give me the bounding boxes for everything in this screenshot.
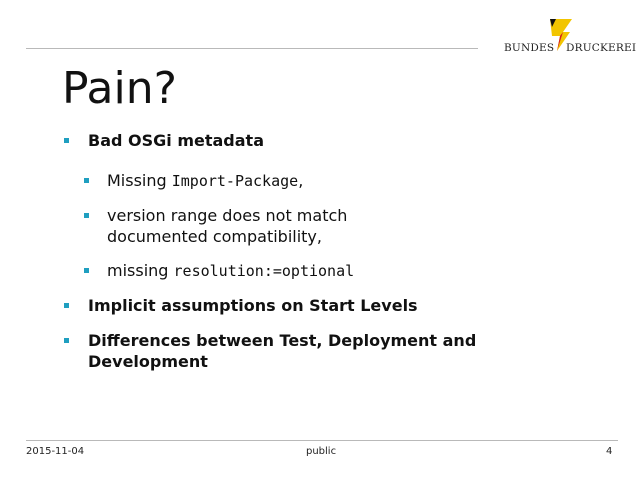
footer-divider [26,440,618,441]
footer-classification: public [306,446,337,457]
bullet-missing-import-package [107,170,303,192]
bullet-text: Missing [107,171,172,190]
bullet-differences [88,330,476,372]
bullet-text-line-1: version range does not match [107,206,348,225]
bullet-code: resolution:=optional [173,262,355,280]
header-divider [26,48,478,49]
slide-title: Pain? [62,63,177,114]
bullet-text: Bad OSGi metadata [88,131,264,150]
bundesdruckerei-logo [502,18,637,58]
logo-text-druckerei: DRUCKEREI [566,42,637,54]
bullet-marker [64,338,69,343]
bullet-marker [84,178,89,183]
bullet-text: Implicit assumptions on Start Levels [88,296,418,315]
bullet-marker [64,138,69,143]
bullet-marker [84,213,89,218]
bullet-text-line-2: Development [88,352,208,371]
bullet-code: Import-Package [171,172,299,190]
bullet-text-suffix: , [298,171,304,190]
bullet-text-line-2: documented compatibility, [107,227,322,246]
logo-text-bundes: BUNDES [504,42,555,54]
bullet-missing-resolution-optional [107,260,354,282]
bullet-bad-osgi-metadata [88,130,264,151]
page-number: 4 [606,446,613,457]
footer-date: 2015-11-04 [26,446,85,457]
bullet-implicit-assumptions [88,295,418,316]
bullet-version-range [107,205,347,247]
bullet-marker [84,268,89,273]
bullet-text-line-1: Differences between Test, Deployment and [88,331,477,350]
bullet-text: missing [107,261,174,280]
bullet-marker [64,303,69,308]
